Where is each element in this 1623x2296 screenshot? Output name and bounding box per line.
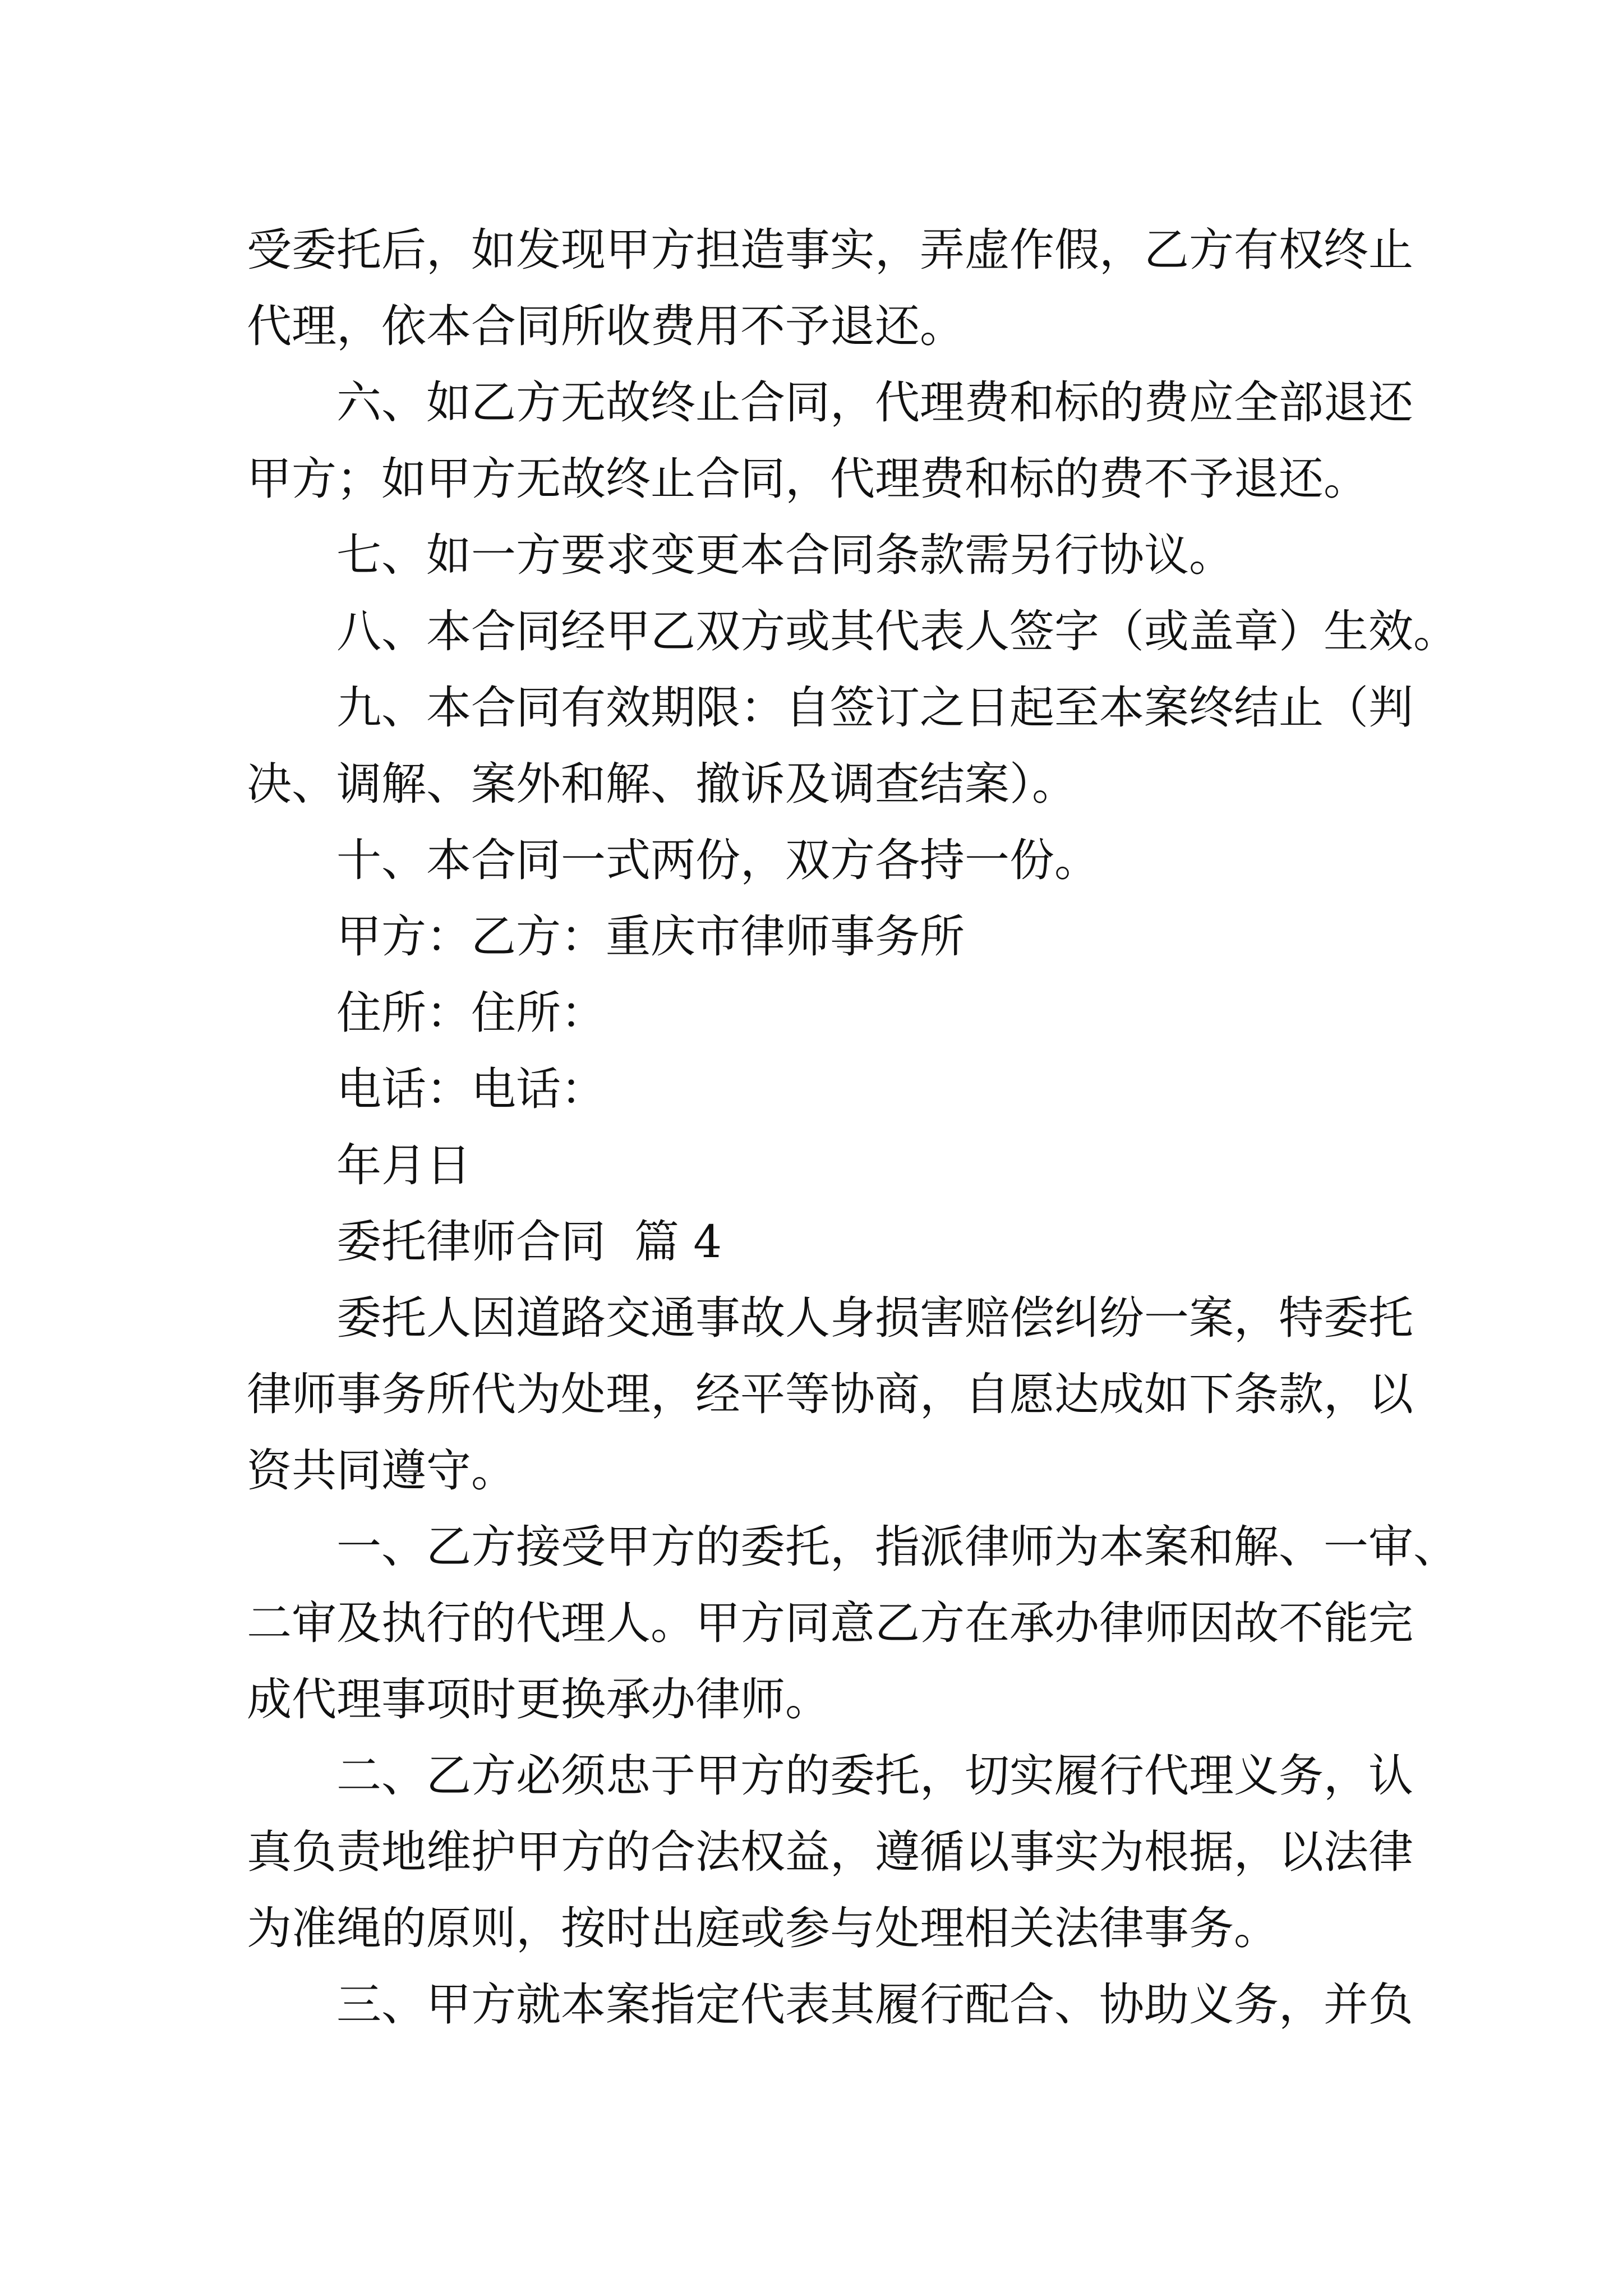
text-line: 委托人因道路交通事故人身损害赔偿纠纷一案，特委托 xyxy=(336,1292,1413,1344)
text-line: 十、本合同一式两份，双方各持一份。 xyxy=(336,834,1099,886)
text-line: 真负责地维护甲方的合法权益，遵循以事实为根据，以法律 xyxy=(247,1826,1413,1878)
text-line: 成代理事项时更换承办律师。 xyxy=(247,1673,830,1726)
text-line: 住所：住所： xyxy=(336,987,606,1039)
text-line: 六、如乙方无故终止合同，代理费和标的费应全部退还 xyxy=(336,376,1413,429)
text-line: 三、甲方就本案指定代表其履行配合、协助义务，并负 xyxy=(336,1978,1413,2031)
text-line: 律师事务所代为处理，经平等协商，自愿达成如下条款，以 xyxy=(247,1368,1413,1420)
text-line: 八、本合同经甲乙双方或其代表人签字（或盖章）生效。 xyxy=(336,605,1458,657)
text-line: 一、乙方接受甲方的委托，指派律师为本案和解、一审、 xyxy=(336,1521,1458,1573)
text-line: 二、乙方必须忠于甲方的委托，切实履行代理义务，认 xyxy=(336,1750,1413,1802)
text-line: 甲方；如甲方无故终止合同，代理费和标的费不予退还。 xyxy=(247,453,1368,505)
text-line: 甲方：乙方：重庆市律师事务所 xyxy=(336,910,965,963)
text-line: 电话：电话： xyxy=(336,1063,606,1115)
document-body xyxy=(247,212,1458,2043)
text-line: 年月日 xyxy=(336,1139,471,1191)
text-line: 受委托后，如发现甲方担造事实，弄虚作假，乙方有权终止 xyxy=(247,224,1413,276)
text-line: 九、本合同有效期限：自签订之日起至本案终结止（判 xyxy=(336,682,1413,734)
text-line: 为准绳的原则，按时出庭或参与处理相关法律事务。 xyxy=(247,1902,1279,1954)
text-line: 代理，依本合同所收费用不予退还。 xyxy=(247,300,965,352)
text-line: 决、调解、案外和解、撤诉及调查结案）。 xyxy=(247,758,1077,810)
text-line: 二审及执行的代理人。甲方同意乙方在承办律师因故不能完 xyxy=(247,1597,1413,1649)
section-heading: 委托律师合同 篇 4 xyxy=(336,1216,722,1268)
text-line: 资共同遵守。 xyxy=(247,1444,516,1497)
text-line: 七、如一方要求变更本合同条款需另行协议。 xyxy=(336,529,1234,581)
